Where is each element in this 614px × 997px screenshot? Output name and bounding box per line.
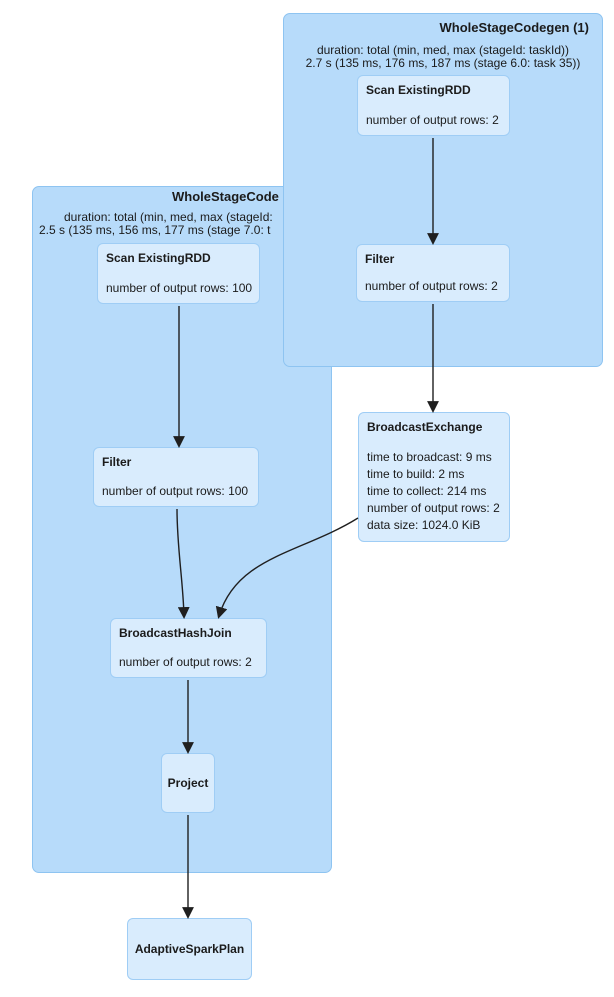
node-broadcast-hash-join-title: BroadcastHashJoin: [119, 626, 232, 640]
node-scan-existingrdd-1[interactable]: [357, 75, 510, 136]
node-filter-1-metric: number of output rows: 2: [365, 279, 498, 293]
node-scan-existingrdd-2-title: Scan ExistingRDD: [106, 251, 211, 265]
metric-time-to-build: time to build: 2 ms: [367, 467, 465, 481]
node-broadcast-exchange-title: BroadcastExchange: [367, 420, 483, 434]
node-filter-2-metric: number of output rows: 100: [102, 484, 249, 498]
cluster-wholestagecodegen-1: [283, 13, 603, 367]
node-adaptive-spark-plan[interactable]: [127, 918, 252, 980]
cluster-wholestagecodegen-2-duration-label: duration: total (min, med, max (stageId:: [64, 210, 273, 224]
node-scan-existingrdd-2-metric: number of output rows: 100: [106, 281, 253, 295]
cluster-wholestagecodegen-1-duration-value: 2.7 s (135 ms, 176 ms, 187 ms (stage 6.0: task 35)): [305, 56, 581, 70]
node-broadcast-hash-join[interactable]: [110, 618, 267, 678]
node-adaptive-spark-plan-title: AdaptiveSparkPlan: [134, 941, 245, 956]
node-project[interactable]: [161, 753, 215, 813]
metric-time-to-broadcast: time to broadcast: 9 ms: [367, 450, 492, 464]
node-scan-existingrdd-2[interactable]: [97, 243, 260, 304]
metric-data-size: data size: 1024.0 KiB: [367, 518, 481, 532]
node-broadcast-exchange-metrics: [367, 449, 501, 534]
cluster-wholestagecodegen-1-title: WholeStageCodegen (1): [439, 20, 589, 35]
node-filter-1[interactable]: [356, 244, 510, 302]
node-broadcast-hash-join-metric: number of output rows: 2: [119, 655, 252, 669]
node-scan-existingrdd-1-metric: number of output rows: 2: [366, 113, 499, 127]
node-scan-existingrdd-1-title: Scan ExistingRDD: [366, 83, 471, 97]
cluster-wholestagecodegen-2-title: WholeStageCode: [172, 189, 279, 204]
metric-output-rows: number of output rows: 2: [367, 501, 500, 515]
metric-time-to-collect: time to collect: 214 ms: [367, 484, 487, 498]
cluster-wholestagecodegen-2-duration-value: 2.5 s (135 ms, 156 ms, 177 ms (stage 7.0: t: [39, 223, 271, 237]
node-broadcast-exchange[interactable]: [358, 412, 510, 542]
node-filter-2-title: Filter: [102, 455, 132, 469]
node-project-title: Project: [167, 775, 209, 790]
cluster-wholestagecodegen-1-duration-label: duration: total (min, med, max (stageId: taskId)): [316, 43, 570, 57]
node-filter-2[interactable]: [93, 447, 259, 507]
node-filter-1-title: Filter: [365, 252, 395, 266]
